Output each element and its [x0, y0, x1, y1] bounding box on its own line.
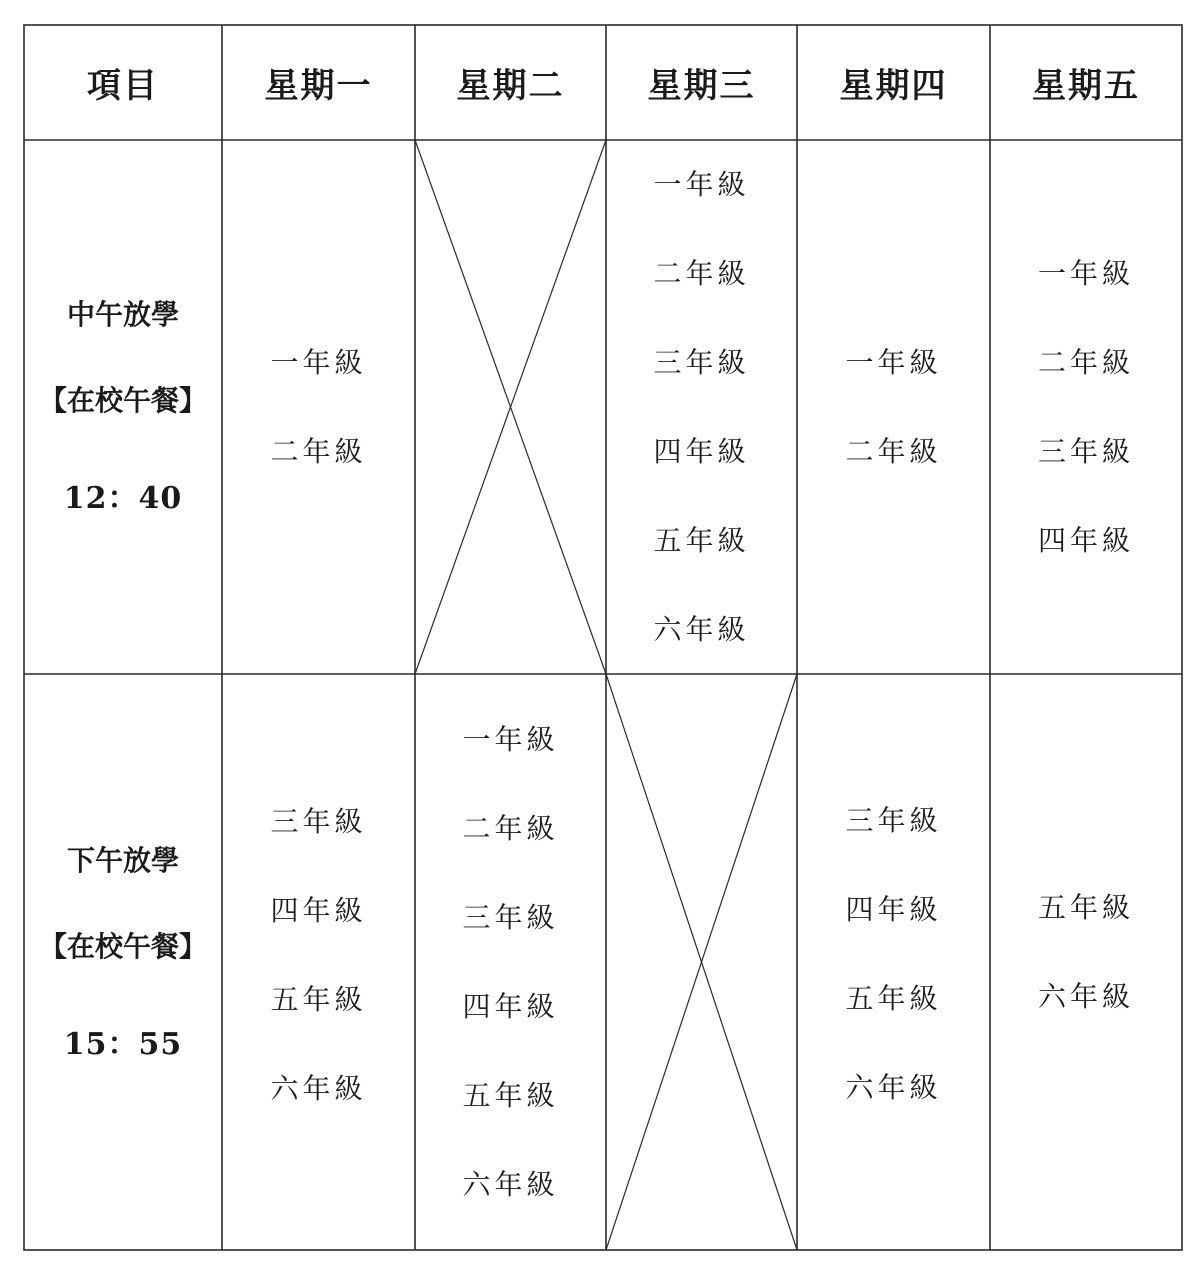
cell-noon-wednesday: [606, 140, 797, 674]
grade-item: 一年級: [1037, 257, 1134, 290]
row-title: 中午放學: [66, 298, 179, 331]
cell-afternoon-wednesday-crossed: [606, 674, 797, 1250]
grade-item: 一年級: [270, 346, 367, 379]
grade-item: 四年級: [462, 990, 559, 1023]
grade-item: 六年級: [1037, 980, 1134, 1013]
row-subtitle: 【在校午餐】: [38, 384, 207, 417]
header-item: 項目: [87, 66, 159, 106]
grade-item: 四年級: [653, 435, 750, 468]
grade-item: 六年級: [462, 1168, 559, 1201]
grade-item: 二年級: [270, 435, 367, 468]
cell-afternoon-friday: [990, 674, 1182, 1250]
cell-noon-friday: [990, 140, 1182, 674]
grade-item: 二年級: [845, 435, 942, 468]
header-tuesday: 星期二: [456, 66, 565, 106]
header-monday: 星期一: [264, 66, 373, 106]
grade-item: 三年級: [653, 346, 750, 379]
row-time: 12：40: [63, 481, 183, 516]
grade-item: 六年級: [270, 1072, 367, 1105]
grade-item: 六年級: [845, 1071, 942, 1104]
cell-noon-monday: [222, 140, 415, 674]
cell-noon-thursday: [797, 140, 990, 674]
grade-item: 二年級: [1037, 346, 1134, 379]
cell-noon-tuesday-crossed: [415, 140, 606, 674]
grade-item: 三年級: [845, 804, 942, 837]
cell-afternoon-monday: [222, 674, 415, 1250]
row-label-afternoon: [24, 674, 222, 1250]
grade-item: 五年級: [653, 524, 750, 557]
row-title: 下午放學: [66, 844, 179, 877]
header-thursday: 星期四: [839, 66, 948, 106]
row-subtitle: 【在校午餐】: [38, 930, 207, 963]
row-time: 15：55: [63, 1027, 183, 1062]
cell-afternoon-tuesday: [415, 674, 606, 1250]
grade-item: 五年級: [462, 1079, 559, 1112]
grade-item: 三年級: [1037, 435, 1134, 468]
grade-item: 三年級: [462, 901, 559, 934]
grade-item: 五年級: [270, 983, 367, 1016]
header-friday: 星期五: [1032, 66, 1140, 106]
grade-item: 四年級: [270, 894, 367, 927]
grade-item: 五年級: [1037, 891, 1134, 924]
grade-item: 四年級: [1037, 524, 1134, 557]
grade-item: 一年級: [653, 168, 750, 201]
grade-item: 五年級: [845, 982, 942, 1015]
grade-item: 六年級: [653, 613, 750, 646]
grade-item: 一年級: [462, 723, 559, 756]
grade-item: 二年級: [653, 257, 750, 290]
grade-item: 一年級: [845, 346, 942, 379]
header-wednesday: 星期三: [647, 66, 756, 106]
grade-item: 四年級: [845, 893, 942, 926]
row-label-noon: [24, 140, 222, 674]
grade-item: 三年級: [270, 805, 367, 838]
cell-afternoon-thursday: [797, 674, 990, 1250]
grade-item: 二年級: [462, 812, 559, 845]
